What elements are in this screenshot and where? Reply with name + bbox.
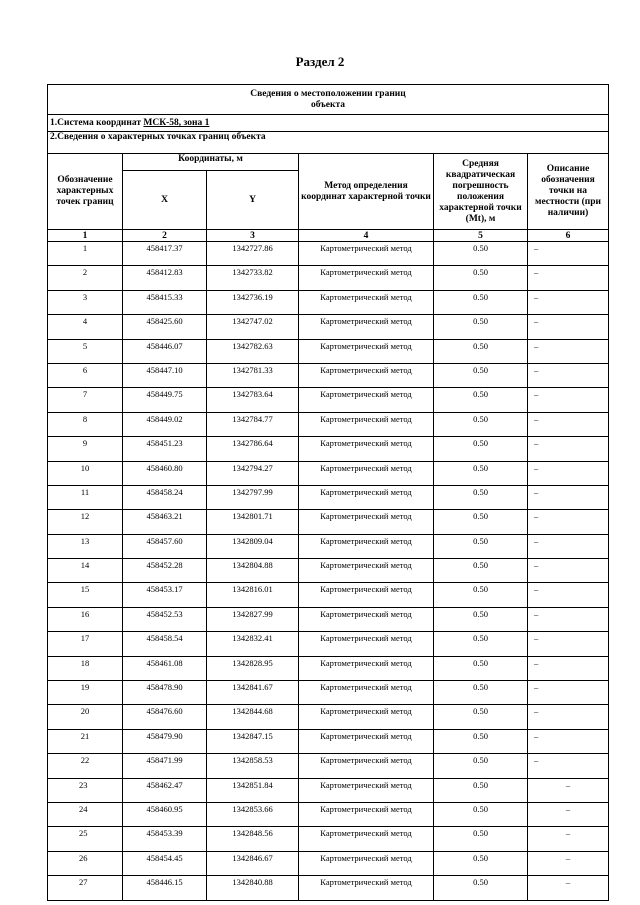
description-cell: – (528, 656, 609, 680)
method-cell: Картометрический метод (299, 315, 434, 339)
x-coordinate-cell: 458476.60 (123, 705, 207, 729)
y-coordinate-cell: 1342832.41 (207, 632, 299, 656)
col-header-coords: Координаты, м (123, 154, 299, 171)
y-coordinate-cell: 1342782.63 (207, 339, 299, 363)
method-cell: Картометрический метод (299, 607, 434, 631)
table-row (48, 266, 609, 290)
coord-system-value: МСК-58, зона 1 (143, 118, 210, 128)
column-number: 1 (48, 230, 123, 242)
x-coordinate-cell: 458447.10 (123, 363, 207, 387)
method-cell: Картометрический метод (299, 412, 434, 436)
col-header-x: X (123, 171, 207, 230)
error-cell: 0.50 (434, 315, 528, 339)
error-cell: 0.50 (434, 363, 528, 387)
description-cell: – (528, 242, 609, 266)
table-title (48, 85, 609, 115)
description-cell: – (528, 437, 609, 461)
x-coordinate-cell: 458454.45 (123, 851, 207, 875)
point-number-cell: 18 (48, 656, 123, 680)
column-number: 5 (434, 230, 528, 242)
description-cell: – (528, 802, 609, 826)
method-cell: Картометрический метод (299, 583, 434, 607)
table-row (48, 339, 609, 363)
y-coordinate-cell: 1342848.56 (207, 827, 299, 851)
description-cell: – (528, 681, 609, 705)
description-cell: – (528, 876, 609, 900)
table-title-line1: Сведения о местоположении границ (250, 88, 406, 99)
method-cell: Картометрический метод (299, 632, 434, 656)
point-number-cell: 27 (48, 876, 123, 900)
point-number-cell: 20 (48, 705, 123, 729)
method-cell: Картометрический метод (299, 876, 434, 900)
point-number-cell: 21 (48, 729, 123, 753)
point-number-cell: 9 (48, 437, 123, 461)
x-coordinate-cell: 458458.54 (123, 632, 207, 656)
method-cell: Картометрический метод (299, 754, 434, 778)
error-cell: 0.50 (434, 437, 528, 461)
x-coordinate-cell: 458412.83 (123, 266, 207, 290)
x-coordinate-cell: 458460.95 (123, 802, 207, 826)
description-cell: – (528, 827, 609, 851)
table-row (48, 705, 609, 729)
error-cell: 0.50 (434, 876, 528, 900)
point-number-cell: 14 (48, 559, 123, 583)
y-coordinate-cell: 1342858.53 (207, 754, 299, 778)
table-row (48, 802, 609, 826)
x-coordinate-cell: 458460.80 (123, 461, 207, 485)
coord-system-line (48, 115, 609, 132)
y-coordinate-cell: 1342797.99 (207, 485, 299, 509)
point-number-cell: 22 (48, 754, 123, 778)
error-cell: 0.50 (434, 485, 528, 509)
error-cell: 0.50 (434, 388, 528, 412)
x-coordinate-cell: 458446.07 (123, 339, 207, 363)
x-coordinate-cell: 458453.17 (123, 583, 207, 607)
table-row (48, 778, 609, 802)
point-number-cell: 6 (48, 363, 123, 387)
description-cell: – (528, 851, 609, 875)
error-cell: 0.50 (434, 242, 528, 266)
description-cell: – (528, 607, 609, 631)
description-cell: – (528, 315, 609, 339)
table-row (48, 242, 609, 266)
table-row (48, 461, 609, 485)
x-coordinate-cell: 458471.99 (123, 754, 207, 778)
method-cell: Картометрический метод (299, 559, 434, 583)
y-coordinate-cell: 1342804.88 (207, 559, 299, 583)
points-heading: 2.Сведения о характерных точках границ объекта (48, 132, 609, 154)
table-row (48, 827, 609, 851)
table-row (48, 485, 609, 509)
column-number: 6 (528, 230, 609, 242)
y-coordinate-cell: 1342840.88 (207, 876, 299, 900)
point-number-cell: 23 (48, 778, 123, 802)
description-cell: – (528, 363, 609, 387)
x-coordinate-cell: 458479.90 (123, 729, 207, 753)
point-number-cell: 5 (48, 339, 123, 363)
point-number-cell: 25 (48, 827, 123, 851)
description-cell: – (528, 583, 609, 607)
error-cell: 0.50 (434, 534, 528, 558)
point-number-cell: 4 (48, 315, 123, 339)
x-coordinate-cell: 458478.90 (123, 681, 207, 705)
error-cell: 0.50 (434, 461, 528, 485)
method-cell: Картометрический метод (299, 729, 434, 753)
y-coordinate-cell: 1342809.04 (207, 534, 299, 558)
point-number-cell: 16 (48, 607, 123, 631)
table-row (48, 656, 609, 680)
description-cell: – (528, 485, 609, 509)
error-cell: 0.50 (434, 266, 528, 290)
method-cell: Картометрический метод (299, 290, 434, 314)
method-cell: Картометрический метод (299, 242, 434, 266)
boundary-points-table (47, 84, 609, 901)
table-row (48, 632, 609, 656)
x-coordinate-cell: 458458.24 (123, 485, 207, 509)
table-row (48, 315, 609, 339)
point-number-cell: 11 (48, 485, 123, 509)
y-coordinate-cell: 1342733.82 (207, 266, 299, 290)
y-coordinate-cell: 1342784.77 (207, 412, 299, 436)
description-cell: – (528, 461, 609, 485)
y-coordinate-cell: 1342851.84 (207, 778, 299, 802)
error-cell: 0.50 (434, 412, 528, 436)
description-cell: – (528, 778, 609, 802)
method-cell: Картометрический метод (299, 461, 434, 485)
table-row (48, 607, 609, 631)
y-coordinate-cell: 1342847.15 (207, 729, 299, 753)
x-coordinate-cell: 458461.08 (123, 656, 207, 680)
y-coordinate-cell: 1342816.01 (207, 583, 299, 607)
table-row (48, 534, 609, 558)
error-cell: 0.50 (434, 290, 528, 314)
error-cell: 0.50 (434, 632, 528, 656)
error-cell: 0.50 (434, 510, 528, 534)
method-cell: Картометрический метод (299, 437, 434, 461)
table-row (48, 851, 609, 875)
table-row (48, 437, 609, 461)
error-cell: 0.50 (434, 802, 528, 826)
error-cell: 0.50 (434, 339, 528, 363)
y-coordinate-cell: 1342781.33 (207, 363, 299, 387)
point-number-cell: 10 (48, 461, 123, 485)
y-coordinate-cell: 1342827.99 (207, 607, 299, 631)
point-number-cell: 24 (48, 802, 123, 826)
table-row (48, 559, 609, 583)
method-cell: Картометрический метод (299, 510, 434, 534)
y-coordinate-cell: 1342844.68 (207, 705, 299, 729)
x-coordinate-cell: 458449.02 (123, 412, 207, 436)
y-coordinate-cell: 1342801.71 (207, 510, 299, 534)
method-cell: Картометрический метод (299, 339, 434, 363)
table-row (48, 510, 609, 534)
x-coordinate-cell: 458462.47 (123, 778, 207, 802)
table-row (48, 363, 609, 387)
column-number: 4 (299, 230, 434, 242)
method-cell: Картометрический метод (299, 266, 434, 290)
x-coordinate-cell: 458453.39 (123, 827, 207, 851)
point-number-cell: 3 (48, 290, 123, 314)
method-cell: Картометрический метод (299, 802, 434, 826)
x-coordinate-cell: 458452.53 (123, 607, 207, 631)
table-row (48, 876, 609, 900)
method-cell: Картометрический метод (299, 827, 434, 851)
y-coordinate-cell: 1342786.64 (207, 437, 299, 461)
x-coordinate-cell: 458417.37 (123, 242, 207, 266)
error-cell: 0.50 (434, 729, 528, 753)
description-cell: – (528, 339, 609, 363)
method-cell: Картометрический метод (299, 656, 434, 680)
table-row (48, 729, 609, 753)
col-header-point: Обозначение характерных точек границ (48, 154, 123, 230)
y-coordinate-cell: 1342846.67 (207, 851, 299, 875)
description-cell: – (528, 510, 609, 534)
table-row (48, 388, 609, 412)
x-coordinate-cell: 458452.28 (123, 559, 207, 583)
x-coordinate-cell: 458449.75 (123, 388, 207, 412)
description-cell: – (528, 388, 609, 412)
y-coordinate-cell: 1342853.66 (207, 802, 299, 826)
method-cell: Картометрический метод (299, 388, 434, 412)
col-header-method: Метод определения координат характерной точки (299, 154, 434, 230)
y-coordinate-cell: 1342783.64 (207, 388, 299, 412)
section-title: Раздел 2 (295, 54, 345, 69)
y-coordinate-cell: 1342794.27 (207, 461, 299, 485)
table-row (48, 754, 609, 778)
error-cell: 0.50 (434, 705, 528, 729)
description-cell: – (528, 729, 609, 753)
method-cell: Картометрический метод (299, 851, 434, 875)
point-number-cell: 19 (48, 681, 123, 705)
y-coordinate-cell: 1342841.67 (207, 681, 299, 705)
x-coordinate-cell: 458446.15 (123, 876, 207, 900)
error-cell: 0.50 (434, 778, 528, 802)
error-cell: 0.50 (434, 656, 528, 680)
error-cell: 0.50 (434, 851, 528, 875)
x-coordinate-cell: 458415.33 (123, 290, 207, 314)
method-cell: Картометрический метод (299, 363, 434, 387)
error-cell: 0.50 (434, 827, 528, 851)
column-number: 2 (123, 230, 207, 242)
error-cell: 0.50 (434, 607, 528, 631)
description-cell: – (528, 290, 609, 314)
point-number-cell: 8 (48, 412, 123, 436)
column-number: 3 (207, 230, 299, 242)
method-cell: Картометрический метод (299, 534, 434, 558)
point-number-cell: 2 (48, 266, 123, 290)
point-number-cell: 17 (48, 632, 123, 656)
method-cell: Картометрический метод (299, 485, 434, 509)
point-number-cell: 15 (48, 583, 123, 607)
y-coordinate-cell: 1342727.86 (207, 242, 299, 266)
column-number-row (48, 230, 609, 242)
y-coordinate-cell: 1342736.19 (207, 290, 299, 314)
point-number-cell: 13 (48, 534, 123, 558)
method-cell: Картометрический метод (299, 778, 434, 802)
x-coordinate-cell: 458457.60 (123, 534, 207, 558)
error-cell: 0.50 (434, 681, 528, 705)
error-cell: 0.50 (434, 559, 528, 583)
table-row (48, 412, 609, 436)
description-cell: – (528, 412, 609, 436)
x-coordinate-cell: 458451.23 (123, 437, 207, 461)
method-cell: Картометрический метод (299, 681, 434, 705)
point-number-cell: 26 (48, 851, 123, 875)
description-cell: – (528, 534, 609, 558)
description-cell: – (528, 754, 609, 778)
description-cell: – (528, 632, 609, 656)
error-cell: 0.50 (434, 583, 528, 607)
y-coordinate-cell: 1342747.02 (207, 315, 299, 339)
point-number-cell: 7 (48, 388, 123, 412)
col-header-description: Описание обозначения точки на местности (при наличии) (528, 154, 609, 230)
description-cell: – (528, 559, 609, 583)
y-coordinate-cell: 1342828.95 (207, 656, 299, 680)
coord-system-label: 1.Система координат (50, 118, 142, 128)
description-cell: – (528, 705, 609, 729)
error-cell: 0.50 (434, 754, 528, 778)
table-title-line2: объекта (310, 99, 346, 110)
description-cell: – (528, 266, 609, 290)
x-coordinate-cell: 458463.21 (123, 510, 207, 534)
col-header-error: Средняя квадратическая погрешность положения характерной точки (Mt), м (434, 154, 528, 230)
x-coordinate-cell: 458425.60 (123, 315, 207, 339)
table-row (48, 290, 609, 314)
table-row (48, 681, 609, 705)
table-row (48, 583, 609, 607)
point-number-cell: 1 (48, 242, 123, 266)
point-number-cell: 12 (48, 510, 123, 534)
col-header-y: Y (207, 171, 299, 230)
method-cell: Картометрический метод (299, 705, 434, 729)
